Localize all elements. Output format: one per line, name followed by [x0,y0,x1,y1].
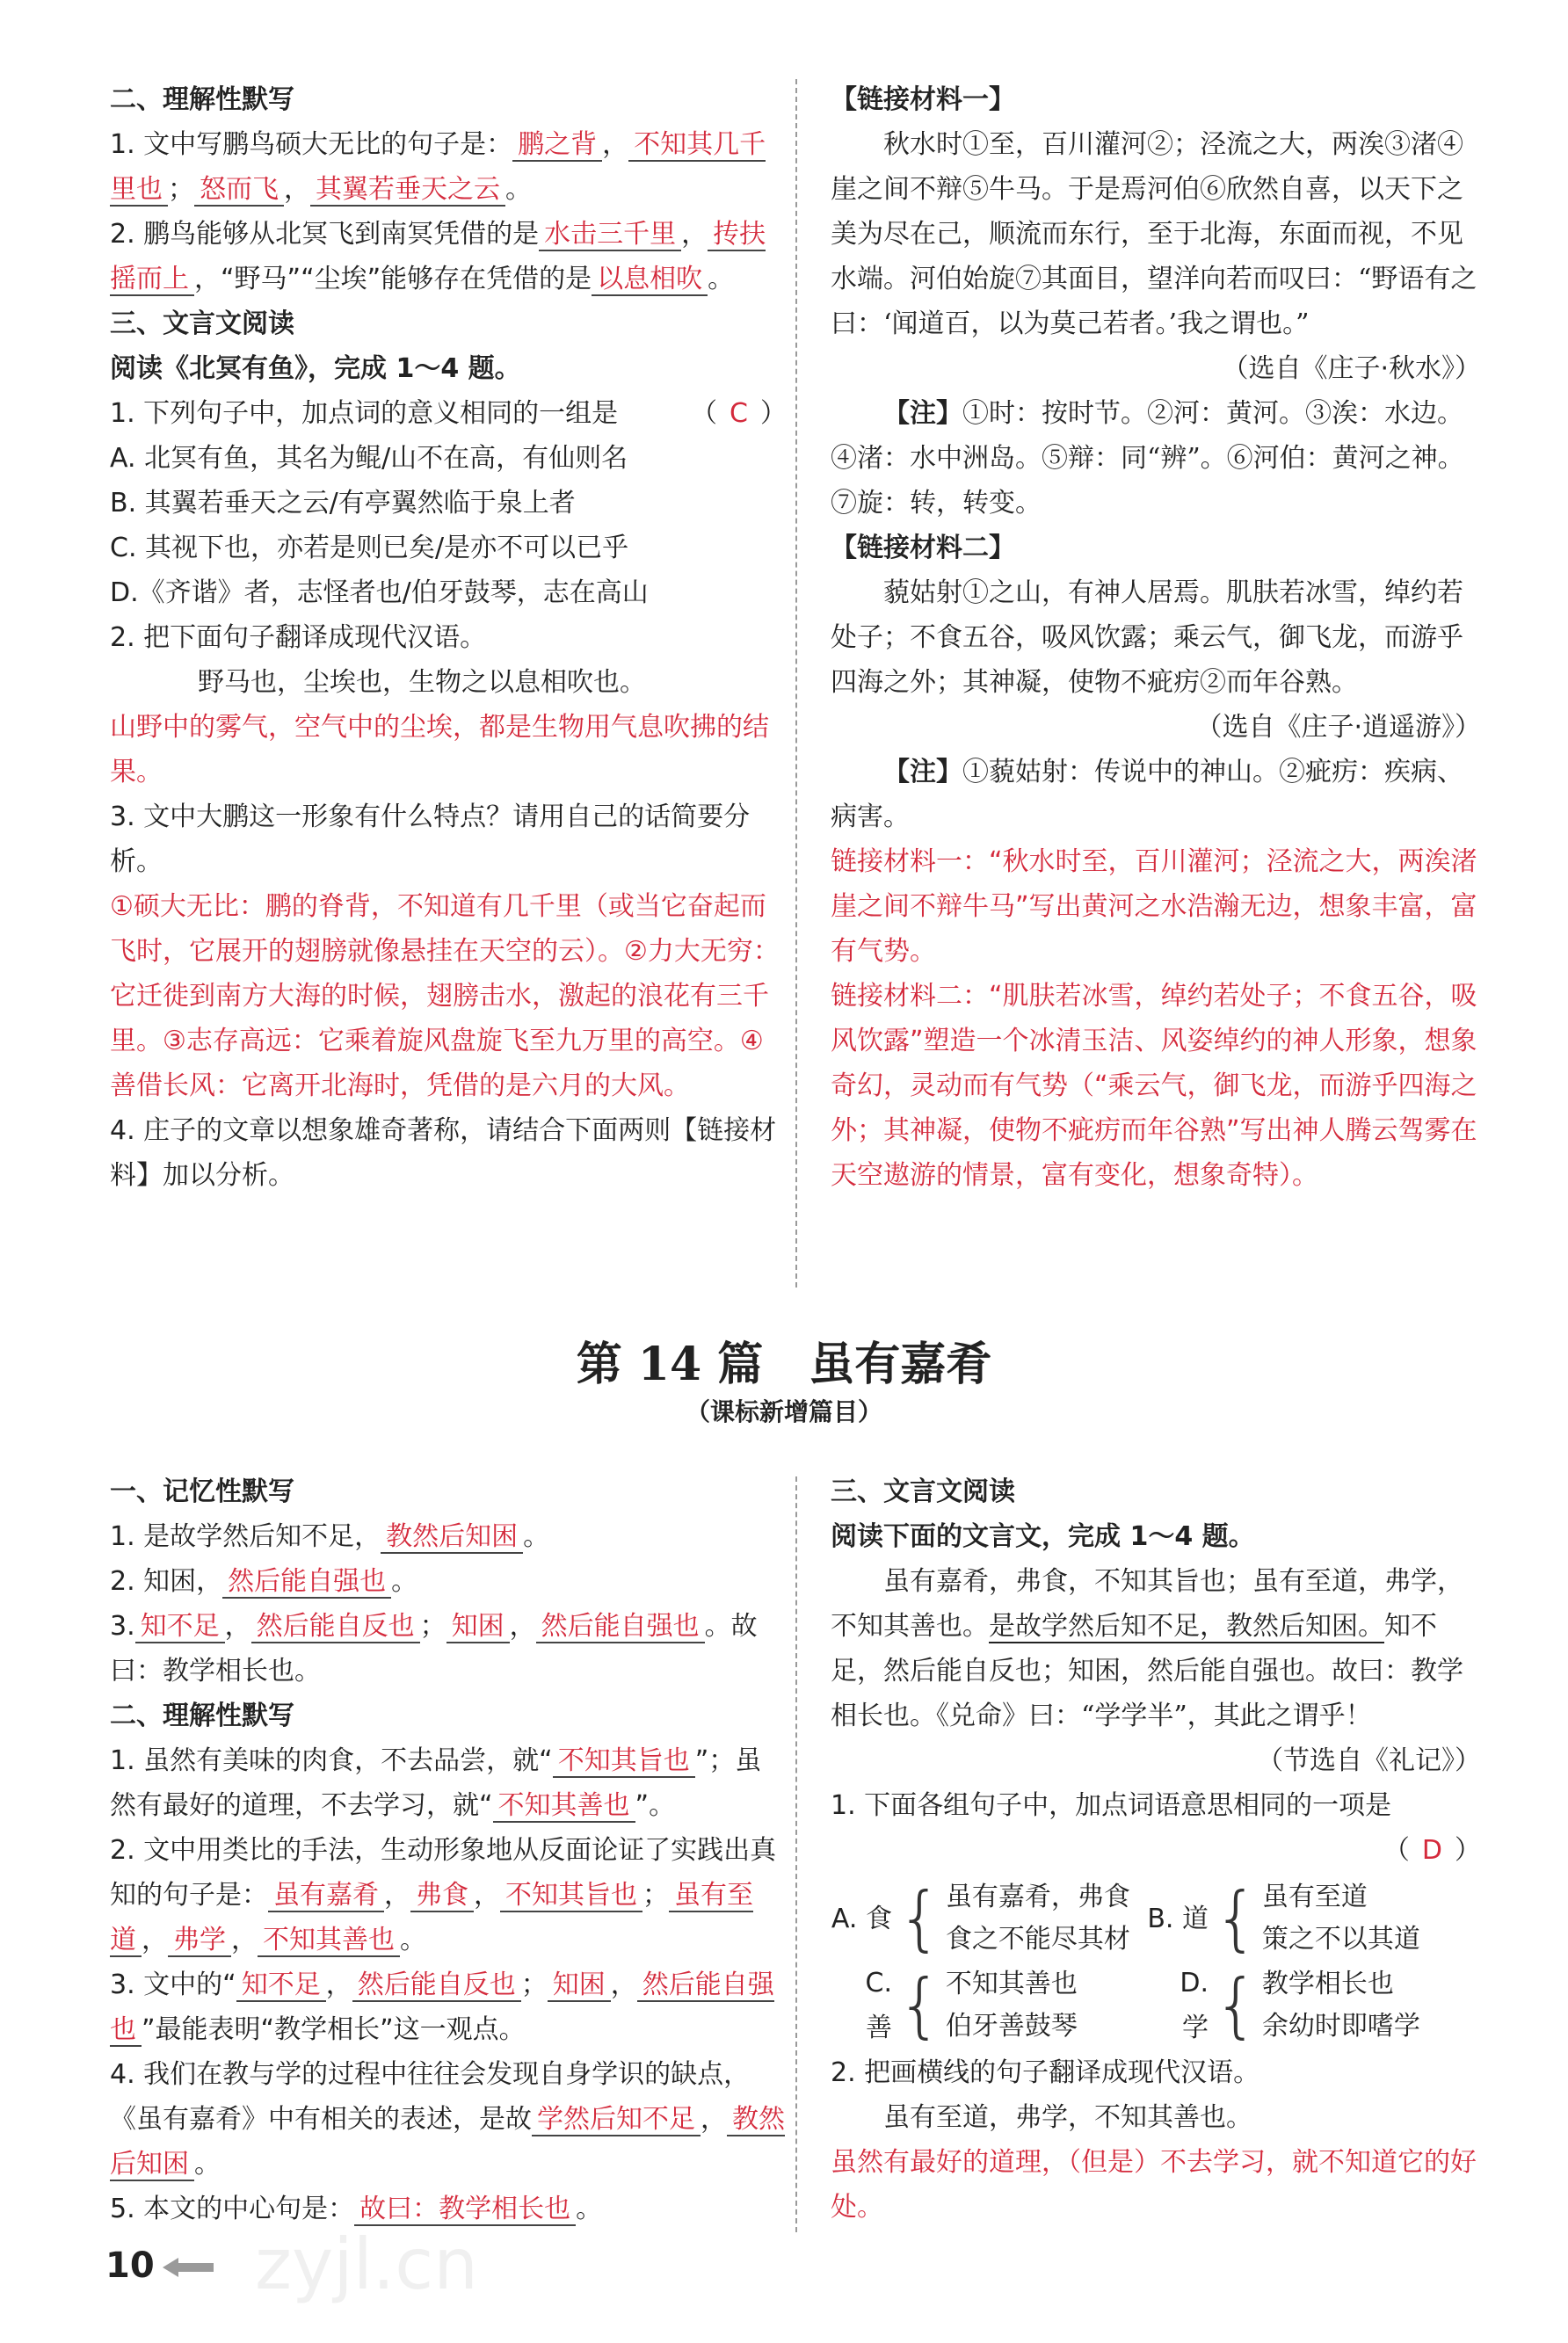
answer-blank: 抟扶摇而上 [110,219,766,294]
answer-text: ①硕大无比：鹏的脊背，不知道有几千里（或当它奋起而飞时，它展开的翅膀就像悬挂在天空的云）。②力大无穷：它迁徙到南方大海的时候，翅膀击水，激起的浪花有三千里。③志存高远：它乘着旋风盘旋飞至九万里的高空。④善借长风：它离开北海时，凭借的是六月的大风。 [110,891,780,1101]
brace-icon: { [1214,1877,1259,1959]
answer-blank: 知不足 [135,1611,225,1643]
page-number: 10 [105,2245,155,2286]
answer-blank: 鹏之背 [512,129,602,162]
answer-blank: 不知其几千里也 [110,129,766,205]
answer-blank: 虽有嘉肴 [268,1880,384,1912]
section-heading: 二、理解性默写 [110,84,294,115]
option: B. 道 { 虽有至道 策之不以其道 [1147,1877,1420,1959]
material-heading: 【链接材料二】 [831,533,1015,563]
chapter-title: 第 14 篇 虽有嘉肴 [576,1338,992,1391]
top-left-column [110,77,787,1198]
answer-blank: 弗学 [168,1925,231,1957]
section-heading: 三、文言文阅读 [110,308,294,339]
answer-text: 链接材料二：“肌肤若冰雪，绰约若处子；不食五谷，吸风饮露”塑造一个冰清玉洁、风姿绰约的神人形象，想象奇幻，灵动而有气势（“乘云气，御飞龙，而游乎四海之外；其神凝，使物不疵疠而年谷熟”写出神人腾云驾雾在天空遨游的情景，富有变化，想象奇特）。 [831,981,1477,1191]
brace-icon: { [897,1877,942,1959]
reading-intro: 阅读下面的文言文，完成 1～4 题。 [831,1521,1255,1552]
column-divider [795,79,797,1288]
memory-question-2: 2. 知困， 然后能自强也 。 [110,1566,418,1597]
answer-blank: 学然后知不足 [532,2104,701,2136]
source-sentence: 野马也，尘埃也，生物之以息相吹也。 [198,667,646,698]
understanding-question-1: 1. 虽然有美味的肉食，不去品尝，就“ 不知其旨也 ”；虽然有最好的道理，不去学习，就“ 不知其善也 ”。 [110,1745,762,1821]
answer-blank: 故曰：教学相长也 [354,2194,576,2226]
question-2: 2. 鹏鸟能够从北冥飞到南冥凭借的是 水击三千里 ， 抟扶摇而上 ，“野马”“尘埃”能够存在凭借的是 以息相吹 。 [110,219,766,294]
answer-text: 山野中的雾气，空气中的尘埃，都是生物用气息吹拂的结果。 [110,712,769,787]
material-text: 藐姑射①之山，有神人居焉。肌肤若冰雪，绰约若处子；不食五谷，吸风饮露；乘云气，御飞龙，而游乎四海之外；其神凝，使物不疵疠②而年谷熟。 [831,577,1463,698]
answer-blank: 水击三千里 [539,219,681,251]
bottom-left-column [110,1469,787,2231]
answer-blank: 然后能自反也 [251,1611,420,1643]
option: A. 食 { 虽有嘉肴，弗食 食之不能尽其材 [831,1877,1130,1959]
understanding-question-3: 3. 文中的“ 知不足 ， 然后能自反也 ； 知困 ， 然后能自强也 ”最能表明“教学相长”这一观点。 [110,1969,774,2045]
answer-blank: 其翼若垂天之云 [310,174,505,207]
material-text: 秋水时①至，百川灌河②；泾流之大，两涘③渚④崖之间不辩⑤牛马。于是焉河伯⑥欣然自喜，以天下之美为尽在己，顺流而东行，至于北海，东面而视，不见水端。河伯始旋⑦其面目，望洋向若而叹曰：“野语有之曰：‘闻道百，以为莫己若者。’我之谓也。” [831,129,1477,339]
answer-blank: 弗食 [410,1880,474,1912]
answer-blank: 然后能自强也 [222,1566,391,1599]
option: C. 善 { 不知其善也 伯牙善鼓琴 [865,1964,1078,2046]
section-heading: 一、记忆性默写 [110,1476,294,1507]
answer-blank: 不知其善也 [493,1790,635,1823]
section-heading: 三、文言文阅读 [831,1476,1015,1507]
reading-question-4: 4. 庄子的文章以想象雄奇著称，请结合下面两则【链接材料】加以分析。 [110,1115,777,1191]
answer-text: 虽然有最好的道理，（但是）不去学习，就不知道它的好处。 [831,2147,1477,2223]
underlined-sentence: 是故学然后知不足，教然后知困。 [989,1611,1384,1642]
reading-question-1: 1. 下面各组句子中，加点词语意思相同的一项是 [831,1790,1392,1821]
answer-blank: 然后能自强也 [536,1611,705,1643]
option: C. 其视下也，亦若是则已矣/是亦不可以已乎 [110,533,629,563]
option-grid [831,1876,1463,2050]
answer-blank: 知不足 [236,1969,326,2002]
answer-blank: 不知其旨也 [553,1745,695,1778]
passage-source: （节选自《礼记》） [1257,1745,1481,1776]
option: D.《齐谐》者，志怪者也/伯牙鼓琴，志在高山 [110,577,649,608]
answer-text: 链接材料一：“秋水时至，百川灌河；泾流之大，两涘渚崖之间不辩牛马”写出黄河之水浩瀚无边，想象丰富，富有气势。 [831,846,1477,967]
answer-blank: 教然后知困 [381,1521,523,1554]
material-note: 【注】①藐姑射：传说中的神山。②疵疠：疾病、病害。 [831,757,1463,832]
reading-question-1: 1. 下列句子中，加点词的意义相同的一组是 （ C ） [110,398,787,429]
source-sentence: 虽有至道，弗学，不知其善也。 [883,2102,1252,2133]
understanding-question-5: 5. 本文的中心句是： 故曰：教学相长也 。 [110,2194,603,2224]
material-source: （选自《庄子·逍遥游》） [1195,712,1481,743]
top-right-column [831,77,1481,1198]
memory-question-1: 1. 是故学然后知不足， 教然后知困 。 [110,1521,550,1552]
choice-answer: C [730,398,748,429]
brace-icon: { [897,1964,942,2046]
option: A. 北冥有鱼，其名为鲲/山不在高，有仙则名 [110,443,628,474]
reading-question-3: 3. 文中大鹏这一形象有什么特点？请用自己的话简要分析。 [110,802,751,877]
answer-blank: 不知其善也 [258,1925,400,1957]
answer-blank: 教然后知困 [110,2104,785,2180]
material-heading: 【链接材料一】 [831,84,1015,115]
reading-intro: 阅读《北冥有鱼》，完成 1～4 题。 [110,353,521,384]
question-1: 1. 文中写鹏鸟硕大无比的句子是： 鹏之背 ， 不知其几千里也 ； 怒而飞 ， 其翼若垂天之云 。 [110,129,766,205]
column-divider [795,1476,797,2232]
answer-blank: 知困 [548,1969,611,2002]
option: D. 学 { 教学相长也 余幼时即嗜学 [1180,1964,1420,2046]
watermark: zyjl.cn [255,2223,478,2305]
understanding-question-2: 2. 文中用类比的手法，生动形象地从反面论证了实践出真知的句子是： 虽有嘉肴 ， 弗食 ， 不知其旨也 ； 虽有至道 ， 弗学 ， 不知其善也 。 [110,1835,777,1955]
choice-answer-box: （ D ） [1383,1835,1481,1866]
answer-blank: 虽有至道 [110,1880,753,1955]
reading-question-2: 2. 把下面句子翻译成现代汉语。 [110,622,487,653]
chapter-subtitle: （课标新增篇目） [685,1397,882,1426]
answer-blank: 不知其旨也 [500,1880,642,1912]
answer-blank: 以息相吹 [592,264,708,296]
material-source: （选自《庄子·秋水》） [1222,353,1481,384]
arrow-left-icon [163,2256,215,2282]
classical-passage: 虽有嘉肴，弗食，不知其旨也；虽有至道，弗学，不知其善也。是故学然后知不足，教然后知困。知不足，然后能自反也；知困，然后能自强也。故曰：教学相长也。《兑命》曰：“学学半”，其此之谓乎！ [831,1566,1463,1731]
material-note: 【注】①时：按时节。②河：黄河。③涘：水边。④渚：水中洲岛。⑤辩：同“辨”。⑥河伯：黄河之神。⑦旋：转，转变。 [831,398,1464,519]
answer-blank: 然后能自强也 [110,1969,774,2045]
answer-blank: 然后能自反也 [352,1969,521,2002]
understanding-question-4: 4. 我们在教与学的过程中往往会发现自身学识的缺点，《虽有嘉肴》中有相关的表述，是故 学然后知不足 ， 教然后知困 。 [110,2059,785,2180]
bottom-right-column [831,1469,1481,2230]
brace-icon: { [1214,1964,1259,2046]
answer-blank: 知困 [446,1611,510,1643]
choice-answer: D [1421,1835,1442,1866]
answer-blank: 怒而飞 [194,174,284,207]
section-heading: 二、理解性默写 [110,1701,294,1731]
memory-question-3: 3. 知不足 ， 然后能自反也 ； 知困 ， 然后能自强也 。故曰：教学相长也。 [110,1611,758,1687]
option: B. 其翼若垂天之云/有亭翼然临于泉上者 [110,488,576,519]
reading-question-2: 2. 把画横线的句子翻译成现代汉语。 [831,2057,1260,2088]
